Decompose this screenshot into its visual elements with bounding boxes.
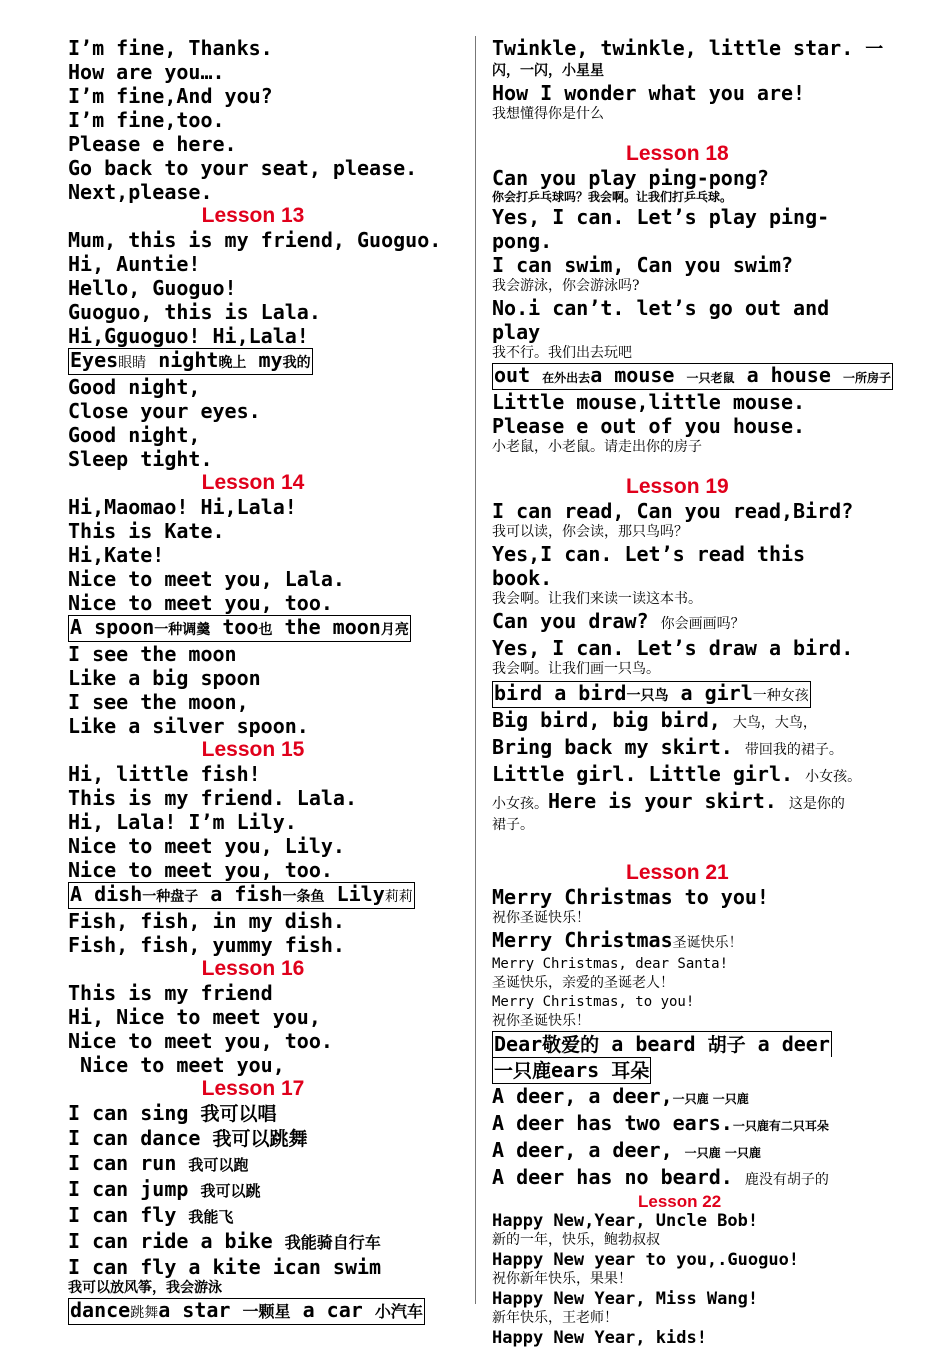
vocab-word: out [494, 363, 531, 387]
vocab-translation: 一只鹿 [494, 1060, 552, 1082]
vocab-row [68, 615, 448, 642]
text-line: Little mouse,little mouse. [492, 390, 806, 414]
english-text: A deer, a deer, [492, 1084, 673, 1108]
vocab-translation: 也 [258, 622, 273, 638]
text-line: Hi,Maomao! Hi,Lala! [68, 495, 297, 519]
vocab-word: a house [746, 363, 831, 387]
english-text: Merry Christmas [492, 928, 673, 952]
text-line: I can read, Can you read,Bird? [492, 499, 854, 523]
chinese-line: 我会啊。让我们画一只鸟。 [492, 661, 660, 677]
text-line: Please e out of you house. [492, 414, 806, 438]
text-line: Hi, Nice to meet you, [68, 1005, 321, 1029]
vocab-word: too [222, 615, 259, 639]
text-line [492, 1138, 884, 1165]
lesson-heading: Lesson 21 [626, 861, 729, 884]
text-line [492, 708, 884, 735]
english-text: I can sing [68, 1101, 189, 1125]
chinese-text: 一 [865, 39, 884, 60]
vocab-translation: 月亮 [380, 622, 409, 638]
text-line [492, 1165, 884, 1192]
english-text: A deer has two ears. [492, 1111, 733, 1135]
vocab-box [492, 681, 811, 708]
vocab-word: a mouse [590, 363, 675, 387]
vocab-row [68, 1298, 448, 1325]
vocab-word: night [158, 348, 219, 372]
text-line: Nice to meet you, too. [68, 591, 333, 615]
chinese-line: 新年快乐，王老师！ [492, 1310, 618, 1326]
chinese-text: 小女孩。 [805, 769, 862, 785]
chinese-text: 一只鹿 一只鹿 [672, 1092, 749, 1106]
text-line: Fish, fish, yummy fish. [68, 933, 345, 957]
text-line: No.i can’t. let’s go out and [492, 296, 830, 320]
vocab-row [492, 363, 891, 390]
vocab-translation: 一颗星 [242, 1302, 291, 1321]
english-text: I can ride a bike [68, 1229, 273, 1253]
vocab-translation: 一种盘子 [142, 889, 199, 905]
chinese-line: 闪，一闪，小星星 [492, 63, 604, 79]
text-line: Merry Christmas to you! [492, 885, 769, 909]
text-line: Hi, little fish! [68, 762, 261, 786]
text-line: Mum, this is my friend, Guoguo. [68, 228, 442, 252]
english-text: Little girl. Little girl. [492, 762, 794, 786]
vocab-word: Dear [494, 1032, 543, 1056]
english-text: A deer has no beard. [492, 1165, 733, 1189]
chinese-text: 我能骑自行车 [284, 1233, 381, 1252]
text-line [68, 1229, 448, 1255]
text-line: Close your eyes. [68, 399, 261, 423]
chinese-text: 我可以跳 [200, 1182, 261, 1200]
vocab-translation: 耳朵 [611, 1060, 650, 1082]
chinese-text: 我可以唱 [200, 1103, 277, 1125]
english-text: A deer, a deer, [492, 1138, 673, 1162]
chinese-text: 我可以跑 [188, 1156, 249, 1174]
vocab-word: a fish [210, 882, 283, 906]
text-line: Good night, [68, 375, 201, 399]
text-line: I’m fine,too. [68, 108, 225, 132]
chinese-line: 我会啊。让我们来读一读这本书。 [492, 591, 702, 607]
text-line [68, 1101, 448, 1126]
text-line: Merry Christmas, dear Santa! [492, 956, 729, 972]
text-line [68, 1177, 448, 1203]
vocab-box [68, 882, 415, 909]
vocab-translation: 一条鱼 [282, 889, 325, 905]
vocab-word: the moon [284, 615, 381, 639]
text-line: This is my friend [68, 981, 273, 1005]
column-divider [475, 36, 476, 1304]
vocab-word: a star [158, 1298, 231, 1322]
vocab-translation: 晚上 [218, 355, 247, 371]
text-line [492, 928, 884, 955]
chinese-text: 大鸟，大鸟， [732, 715, 817, 731]
lesson-heading: Lesson 22 [638, 1192, 722, 1211]
chinese-text: 圣诞快乐！ [672, 935, 743, 951]
text-line: Nice to meet you, [68, 1053, 285, 1077]
chinese-text: 一只鹿 一只鹿 [684, 1146, 761, 1160]
vocab-translation: 一种调羹 [154, 622, 211, 638]
text-line [492, 789, 884, 816]
text-line: Happy New year to you,.Guoguo! [492, 1250, 800, 1270]
text-line: Please e here. [68, 132, 237, 156]
text-line [492, 36, 884, 62]
chinese-text: 鹿没有胡子的 [744, 1172, 829, 1188]
vocab-box [68, 615, 411, 642]
text-line: How are you…. [68, 60, 225, 84]
chinese-line: 我会游泳，你会游泳吗? [492, 278, 640, 294]
chinese-text: 这是你的 [788, 796, 845, 812]
chinese-line: 裙子。 [492, 817, 534, 833]
text-line: I see the moon, [68, 690, 249, 714]
text-line: Good night, [68, 423, 201, 447]
text-line: Sleep tight. [68, 447, 213, 471]
vocab-word: a bird [554, 681, 627, 705]
chinese-line: 我可以读，你会读，那只鸟吗？ [492, 524, 688, 540]
vocab-translation: 敬爱的 [542, 1034, 600, 1056]
vocab-translation: 小汽车 [374, 1302, 423, 1321]
text-line: Hi, Lala! I’m Lily. [68, 810, 297, 834]
english-text: Twinkle, twinkle, little star. [492, 36, 854, 60]
english-text: I can dance [68, 1126, 201, 1150]
english-text: Big bird, big bird, [492, 708, 721, 732]
text-line: Like a big spoon [68, 666, 261, 690]
text-line [68, 1203, 448, 1229]
text-line: I can fly a kite ican swim [68, 1255, 382, 1279]
text-line: Hi,Kate! [68, 543, 165, 567]
english-text: Bring back my skirt. [492, 735, 733, 759]
text-line [492, 1084, 884, 1111]
english-text: I can jump [68, 1177, 189, 1201]
text-line: Yes, I can. Let’s play ping- [492, 205, 830, 229]
text-line: I can swim, Can you swim? [492, 253, 794, 277]
chinese-line: 你会打乒乓球吗？我会啊。让我们打乒乓球。 [492, 190, 733, 204]
text-line: Guoguo, this is Lala. [68, 300, 321, 324]
vocab-word: ears [551, 1058, 600, 1082]
text-line: Happy New Year, kids! [492, 1328, 707, 1348]
vocab-translation: 一所房子 [842, 371, 891, 385]
chinese-line: 祝你圣诞快乐！ [492, 910, 590, 926]
text-line: book. [492, 566, 553, 590]
vocab-word: a girl [680, 681, 753, 705]
lesson-heading: Lesson 18 [626, 142, 729, 165]
english-text: I can fly [68, 1203, 177, 1227]
lesson-heading: Lesson 16 [201, 957, 305, 980]
chinese-line: 我不行。我们出去玩吧 [492, 345, 632, 361]
vocab-translation: 胡子 [707, 1034, 746, 1056]
vocab-word: a car [302, 1298, 363, 1322]
vocab-translation: 一只老鼠 [686, 371, 735, 385]
text-line: Go back to your seat, please. [68, 156, 418, 180]
text-line: I’m fine, Thanks. [68, 36, 273, 60]
chinese-line: 小老鼠，小老鼠。请走出你的房子 [492, 439, 702, 455]
vocab-row [68, 348, 448, 375]
vocab-translation: 莉莉 [384, 889, 413, 905]
vocab-word: a deer [757, 1032, 830, 1056]
text-line [68, 1126, 448, 1151]
vocab-box [68, 348, 313, 375]
text-line [492, 609, 884, 636]
vocab-word: Eyes [70, 348, 119, 372]
text-line: How I wonder what you are! [492, 81, 806, 105]
vocab-translation: 跳舞 [130, 1305, 159, 1321]
text-line: Happy New,Year, Uncle Bob! [492, 1211, 759, 1231]
chinese-line: 新的一年，快乐，鲍勃叔叔 [492, 1232, 660, 1248]
text-line: Happy New Year, Miss Wang! [492, 1289, 759, 1309]
text-line [492, 735, 884, 762]
vocab-translation: 一只鸟 [626, 688, 669, 704]
text-line [492, 762, 884, 789]
english-text: Here is your skirt. [548, 789, 777, 813]
text-line: Hi,Gguoguo! Hi,Lala! [68, 324, 309, 348]
english-text: Can you draw? [492, 609, 649, 633]
left-column [68, 36, 448, 1325]
chinese-text: 带回我的裙子。 [744, 742, 843, 758]
vocab-word: A spoon [70, 615, 155, 639]
vocab-word: dance [70, 1298, 131, 1322]
chinese-text: 小女孩。 [492, 796, 548, 812]
text-line: Fish, fish, in my dish. [68, 909, 345, 933]
vocab-word: Lily [336, 882, 385, 906]
vocab-translation: 在外出去 [542, 371, 591, 385]
chinese-text: 你会画画吗？ [660, 616, 745, 632]
vocab-row [492, 1031, 832, 1057]
vocab-translation: 我的 [282, 355, 311, 371]
text-line: This is my friend. Lala. [68, 786, 357, 810]
lesson-heading: Lesson 14 [201, 471, 305, 494]
text-line: Nice to meet you, too. [68, 1029, 333, 1053]
text-line: Nice to meet you, Lily. [68, 834, 345, 858]
chinese-line: 我想懂得你是什么 [492, 106, 604, 122]
text-line [492, 1111, 884, 1138]
text-line: Merry Christmas, to you! [492, 994, 695, 1010]
text-line: Hi, Auntie! [68, 252, 201, 276]
chinese-line: 祝你圣诞快乐！ [492, 1013, 590, 1029]
right-column [492, 36, 891, 1348]
text-line: I see the moon [68, 642, 237, 666]
chinese-line: 我可以放风筝，我会游泳 [68, 1280, 222, 1296]
text-line [68, 1151, 448, 1177]
vocab-translation: 一种女孩 [752, 688, 809, 704]
text-line: This is Kate. [68, 519, 225, 543]
text-line: Yes, I can. Let’s draw a bird. [492, 636, 854, 660]
text-line: Hello, Guoguo! [68, 276, 237, 300]
lesson-heading: Lesson 19 [626, 475, 729, 498]
vocab-row [492, 681, 884, 708]
chinese-text: 我可以跳舞 [212, 1128, 308, 1150]
chinese-text: 我能飞 [188, 1208, 234, 1226]
vocab-translation: 眼睛 [118, 355, 147, 371]
vocab-word: a beard [611, 1032, 696, 1056]
vocab-word: A dish [70, 882, 143, 906]
text-line: Yes,I can. Let’s read this [492, 542, 806, 566]
text-line: I’m fine,And you? [68, 84, 273, 108]
lesson-heading: Lesson 17 [201, 1077, 305, 1100]
vocab-box [68, 1298, 425, 1325]
text-line: Like a silver spoon. [68, 714, 309, 738]
chinese-text: 一只鹿有二只耳朵 [732, 1119, 829, 1133]
chinese-line: 圣诞快乐，亲爱的圣诞老人！ [492, 975, 674, 991]
text-line: Can you play ping-pong? [492, 166, 769, 190]
vocab-row [492, 1057, 651, 1084]
text-line: play [492, 320, 541, 344]
text-line: Nice to meet you, too. [68, 858, 333, 882]
chinese-line: 祝你新年快乐，果果！ [492, 1271, 632, 1287]
text-line: Next,please. [68, 180, 213, 204]
text-line: Nice to meet you, Lala. [68, 567, 345, 591]
vocab-box [492, 363, 893, 390]
english-text: I can run [68, 1151, 177, 1175]
vocab-word: my [258, 348, 283, 372]
text-line: pong. [492, 229, 553, 253]
lesson-heading: Lesson 15 [201, 738, 305, 761]
lesson-heading: Lesson 13 [201, 204, 305, 227]
vocab-row [68, 882, 448, 909]
vocab-word: bird [494, 681, 543, 705]
